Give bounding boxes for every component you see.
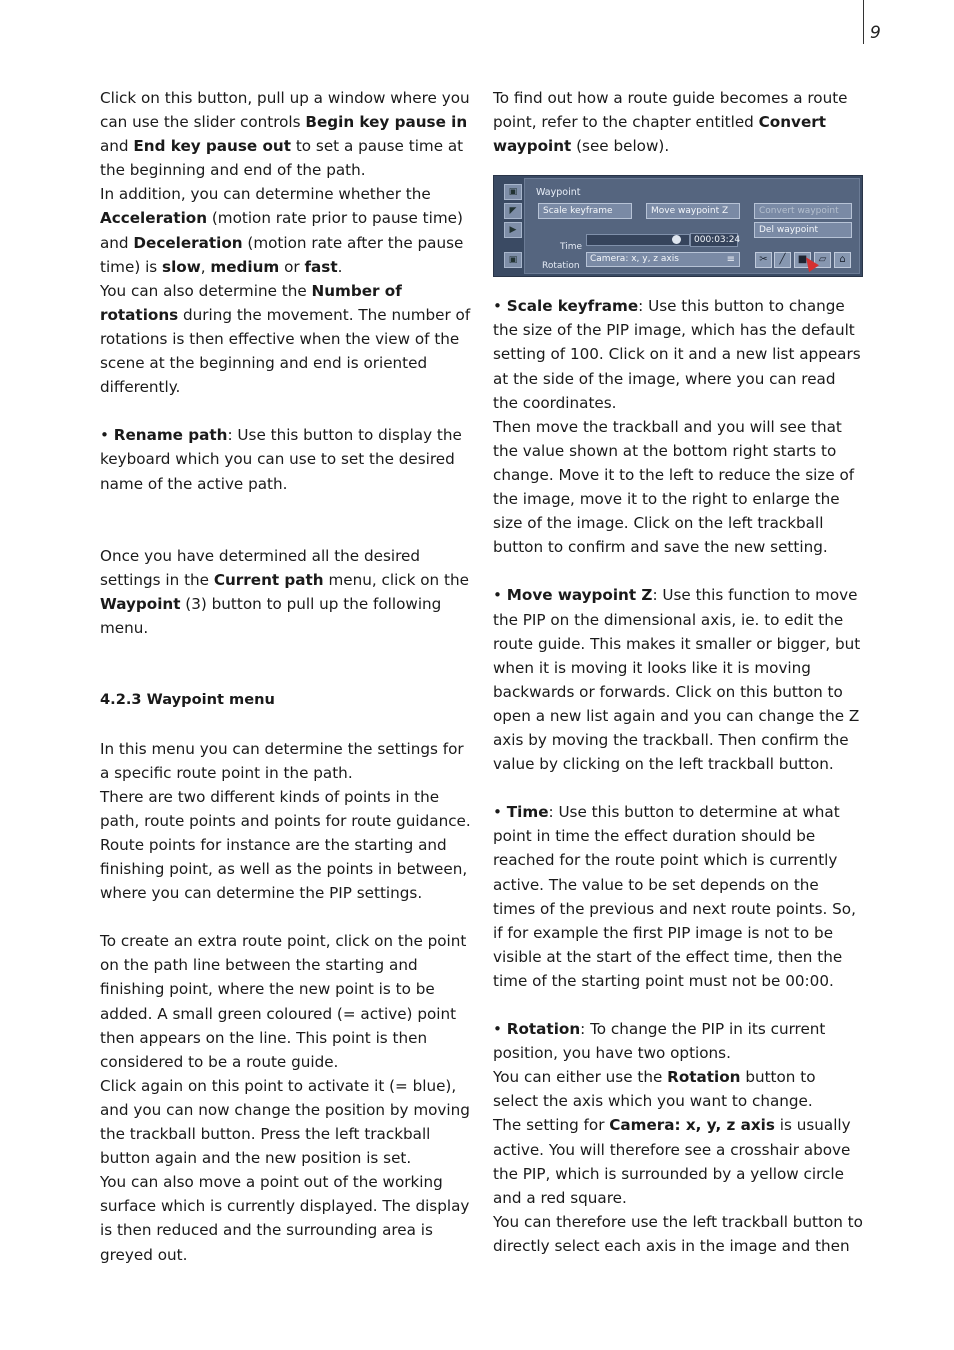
term-end-key-pause-out: End key pause out <box>133 137 291 156</box>
panel-title: Waypoint <box>536 187 581 199</box>
paragraph-move-waypoint-z: • Move waypoint Z: Use this function to move the PIP on the dimensional axis, ie. to edit the route guide. This makes it smaller or bigger, but when it is moving it looks like it is moving backwards or forwards. Click on this button to open a new list again and you can change the Z axis by moving the trackball. Then confirm the value by clicking on the left trackball button. <box>493 586 861 774</box>
rotation-label: Rotation <box>542 261 580 272</box>
convert-waypoint-button[interactable]: Convert waypoint <box>754 203 852 219</box>
paragraph-key-pause: Click on this button, pull up a window where you can use the slider controls Begin key pause in and End key pause out to set a pause time at the beginning and end of the path. <box>100 89 470 180</box>
time-slider-knob[interactable] <box>672 235 681 244</box>
pen-icon[interactable]: ╱ <box>774 252 791 268</box>
paragraph-route-guide: To find out how a route guide becomes a route point, refer to the chapter entitled Convert waypoint (see below). <box>493 89 848 156</box>
scale-keyframe-button[interactable]: Scale keyframe <box>538 203 632 219</box>
play-icon[interactable]: ▶ <box>504 222 522 238</box>
del-waypoint-button[interactable]: Del waypoint <box>754 222 852 238</box>
scissors-icon[interactable]: ✂ <box>755 252 772 268</box>
stop-icon[interactable]: ▣ <box>504 252 522 268</box>
section-heading: 4.2.3 Waypoint menu <box>100 691 275 709</box>
home-icon[interactable]: ⌂ <box>834 252 851 268</box>
menu-icon: ≡ <box>726 254 735 266</box>
term-deceleration: Deceleration <box>133 233 243 252</box>
term-slow: slow <box>162 257 201 276</box>
record-icon[interactable]: ■ <box>794 252 811 268</box>
term-waypoint: Waypoint <box>100 594 181 613</box>
triangle-up-icon[interactable]: ◤ <box>504 203 522 219</box>
paragraph-trackball-scale: Then move the trackball and you will see that the value shown at the bottom right starts to change. Move it to the left to reduce the size of the image, move it to the right to enlarge the size of the image. Click on the left trackball button to confirm and save the new setting. <box>493 417 855 557</box>
term-convert-waypoint: Convert waypoint <box>493 113 826 156</box>
frame-icon[interactable]: ▣ <box>504 184 522 200</box>
term-camera-axis: Camera: x, y, z axis <box>609 1116 775 1135</box>
header-rule <box>863 0 864 44</box>
term-scale-keyframe: Scale keyframe <box>506 297 639 316</box>
paragraph-rename-path: • Rename path: Use this button to display the keyboard which you can use to set the desired name of the active path. <box>100 426 462 493</box>
term-move-waypoint-z: Move waypoint Z <box>506 586 653 605</box>
eraser-icon[interactable]: ▱ <box>814 252 831 268</box>
term-current-path: Current path <box>213 570 324 589</box>
term-rotation-button: Rotation <box>667 1068 741 1087</box>
page-number: 9 <box>870 23 881 43</box>
term-medium: medium <box>210 257 280 276</box>
paragraph-time: • Time: Use this button to determine at what point in time the effect duration should be reached for the route point which is currently active. The value to be set depends on the times of the previous and next route points. So, if for example the first PIP image is not to be visible at the start of the effect time, then the time of the starting point must not be 00:00. <box>493 803 856 990</box>
time-value: 000:03:24 <box>690 233 738 247</box>
paragraph-camera-setting: The setting for Camera: x, y, z axis is usually active. You will therefore see a crosshair above the PIP, which is surrounded by a yellow circle and a red square. <box>493 1116 851 1207</box>
term-begin-key-pause-in: Begin key pause in <box>305 113 468 132</box>
paragraph-route-points: Route points for instance are the starting and finishing point, as well as the points in between, where you can determine the PIP settings. <box>100 835 468 903</box>
paragraph-scale-keyframe: • Scale keyframe: Use this button to change the size of the PIP image, which has the default setting of 100. Click on it and a new list appears at the side of the image, where you can read the coordinates. <box>493 297 861 412</box>
paragraph-create-point: To create an extra route point, click on the point on the path line between the starting and finishing point, where the new point is to be added. A small green coloured (= active) point then appears on the line. This point is then considered to be a route guide. <box>100 932 467 1071</box>
left-column <box>100 86 475 1267</box>
waypoint-menu-screenshot <box>493 175 863 277</box>
paragraph-rotations: You can also determine the Number of rotations during the movement. The number of rotations is then effective when the view of the scene at the beginning and end is oriented differently. <box>100 281 471 397</box>
right-column <box>493 86 865 1258</box>
move-waypoint-z-button[interactable]: Move waypoint Z <box>646 203 740 219</box>
time-label: Time <box>560 242 583 253</box>
paragraph-point-kinds: There are two different kinds of points in the path, route points and points for route guidance. <box>100 787 471 830</box>
term-time: Time <box>506 803 549 822</box>
term-rename-path: Rename path <box>113 426 228 445</box>
paragraph-intro: In this menu you can determine the settings for a specific route point in the path. <box>100 739 464 782</box>
paragraph-acceleration: In addition, you can determine whether the Acceleration (motion rate prior to pause time) and Deceleration (motion rate after the pause time) is slow, medium or fast. <box>100 185 464 276</box>
paragraph-rotation: • Rotation: To change the PIP in its current position, you have two options. <box>493 1020 826 1063</box>
rotation-select[interactable]: Camera: x, y, z axis ≡ <box>586 252 740 267</box>
paragraph-current-path: Once you have determined all the desired settings in the Current path menu, click on the Waypoint (3) button to pull up the following menu. <box>100 546 469 638</box>
paragraph-rotation-button: You can either use the Rotation button to select the axis which you want to change. <box>493 1068 816 1111</box>
term-rotation: Rotation <box>506 1020 581 1039</box>
paragraph-select-axis: You can therefore use the left trackball button to directly select each axis in the image and then <box>493 1212 863 1255</box>
paragraph-activate-point: Click again on this point to activate it (= blue), and you can now change the position by moving the trackball button. Press the left trackball button again and the new position is set. <box>100 1076 470 1168</box>
term-number-of-rotations: Number of rotations <box>100 281 402 324</box>
paragraph-move-out: You can also move a point out of the working surface which is currently displayed. The display is then reduced and the surrounding area is greyed out. <box>100 1173 470 1264</box>
term-acceleration: Acceleration <box>100 209 208 228</box>
term-fast: fast <box>304 257 338 276</box>
